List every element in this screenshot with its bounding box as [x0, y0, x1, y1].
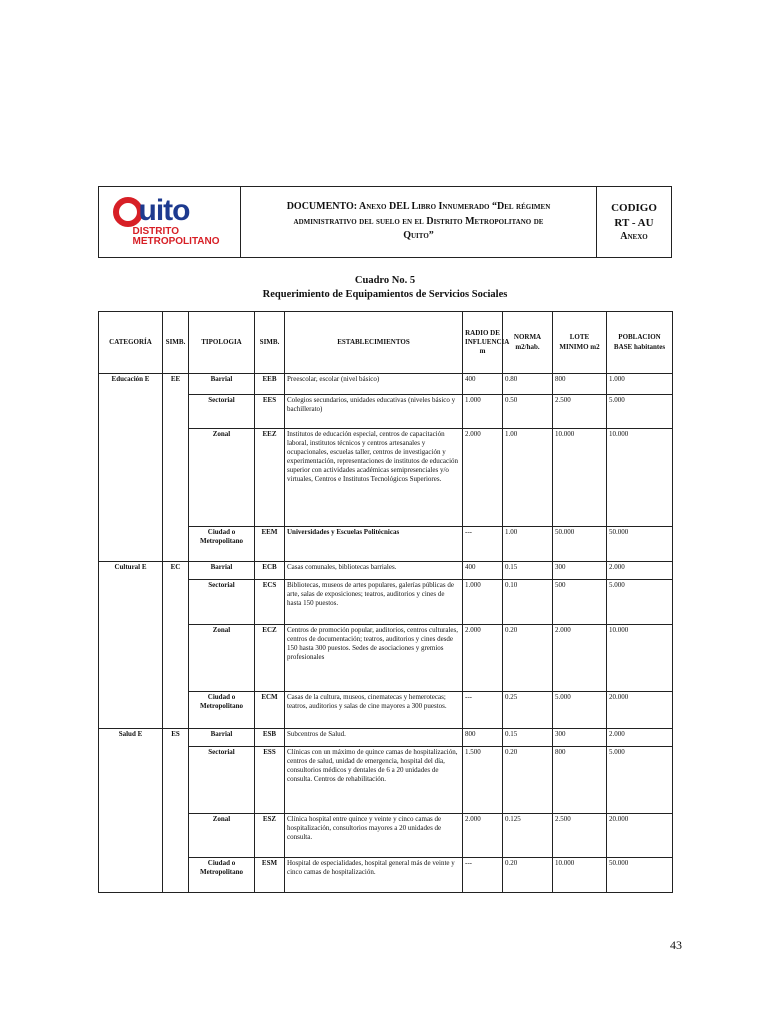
logo-line2: METROPOLITANO [132, 236, 220, 247]
establecimientos-cell: Preescolar, escolar (nivel básico) [285, 374, 463, 395]
lote-cell: 2.000 [553, 625, 607, 692]
category-symbol-cell: EC [163, 562, 189, 729]
radio-cell: 800 [463, 729, 503, 747]
tipologia-cell: Zonal [189, 625, 255, 692]
radio-cell: 400 [463, 374, 503, 395]
category-symbol-cell: ES [163, 729, 189, 893]
radio-cell: 2.000 [463, 625, 503, 692]
tipologia-cell: Barrial [189, 562, 255, 580]
tipologia-cell: Barrial [189, 374, 255, 395]
table-row [99, 562, 673, 580]
tipologia-cell: Zonal [189, 814, 255, 858]
poblacion-cell: 5.000 [607, 395, 673, 429]
category-cell: Salud E [99, 729, 163, 893]
lote-cell: 10.000 [553, 429, 607, 527]
symbol-cell: ECZ [255, 625, 285, 692]
header-radio: RADIO DE INFLUENCIA m [463, 312, 503, 374]
radio-cell: 1.500 [463, 747, 503, 814]
establecimientos-cell: Centros de promoción popular, auditorios, centros culturales, centros de documentación; teatros, auditorios y cines desde 150 hasta 300 puestos. Sedes de asociaciones y gremios profesionales [285, 625, 463, 692]
document-header [98, 186, 672, 258]
poblacion-cell: 1.000 [607, 374, 673, 395]
tipologia-cell: Ciudad o Metropolitano [189, 527, 255, 562]
doc-title-line3: Quito” [403, 230, 434, 242]
symbol-cell: ECS [255, 580, 285, 625]
tipologia-cell: Zonal [189, 429, 255, 527]
tipologia-cell: Barrial [189, 729, 255, 747]
header-norma: NORMA m2/hab. [503, 312, 553, 374]
header-lote: LOTE MINIMO m2 [553, 312, 607, 374]
lote-cell: 2.500 [553, 814, 607, 858]
category-cell: Cultural E [99, 562, 163, 729]
poblacion-cell: 20.000 [607, 692, 673, 729]
code-cell [597, 187, 671, 257]
symbol-cell: ECB [255, 562, 285, 580]
category-symbol-cell: EE [163, 374, 189, 562]
poblacion-cell: 5.000 [607, 580, 673, 625]
code-anexo: Anexo [620, 230, 648, 242]
establecimientos-cell: Institutos de educación especial, centros de capacitación laboral, institutos técnicos y centros artesanales y ocupacionales, escuelas taller, centros de investigación y experimentación, representaciones de institutos de educación superior con actividades académicas semipresenciales y/o virtuales, Centros e Institutos Tecnológicos Superiores. [285, 429, 463, 527]
header-simb2: SIMB. [255, 312, 285, 374]
page-number: 43 [670, 938, 682, 952]
equipment-table [98, 311, 673, 893]
code-label: CODIGO [611, 202, 657, 215]
norma-cell: 1.00 [503, 429, 553, 527]
establecimientos-cell: Clínica hospital entre quince y veinte y cinco camas de hospitalización, consultorios mayores a 20 unidades de consulta. [285, 814, 463, 858]
lote-cell: 2.500 [553, 395, 607, 429]
table-caption-title: Requerimiento de Equipamientos de Servicios Sociales [262, 289, 508, 300]
table-header-row [99, 312, 673, 374]
establecimientos-cell: Casas de la cultura, museos, cinematecas y hemerotecas; teatros, auditorios y salas de cine mayores a 300 puestos. [285, 692, 463, 729]
lote-cell: 10.000 [553, 858, 607, 893]
symbol-cell: ESS [255, 747, 285, 814]
tipologia-cell: Ciudad o Metropolitano [189, 692, 255, 729]
norma-cell: 0.15 [503, 729, 553, 747]
doc-title-line2: administrativo del suelo en el Distrito Metropolitano de [293, 215, 544, 227]
radio-cell: --- [463, 527, 503, 562]
establecimientos-cell: Clínicas con un máximo de quince camas de hospitalización, centros de salud, unidad de emergencia, hospital del día, consultorios médicos y dentales de 6 a 20 unidades de consulta. Centros de rehabilitación. [285, 747, 463, 814]
radio-cell: --- [463, 692, 503, 729]
category-cell: Educación E [99, 374, 163, 562]
poblacion-cell: 2.000 [607, 562, 673, 580]
poblacion-cell: 10.000 [607, 429, 673, 527]
radio-cell: 400 [463, 562, 503, 580]
lote-cell: 800 [553, 747, 607, 814]
lote-cell: 5.000 [553, 692, 607, 729]
norma-cell: 0.25 [503, 692, 553, 729]
tipologia-cell: Sectorial [189, 747, 255, 814]
norma-cell: 0.20 [503, 625, 553, 692]
header-categoria: CATEGORÍA [99, 312, 163, 374]
symbol-cell: EEZ [255, 429, 285, 527]
logo-cell [99, 187, 241, 257]
establecimientos-cell: Bibliotecas, museos de artes populares, galerías públicas de arte, salas de exposiciones; teatros, auditorios y cines de hasta 150 puestos. [285, 580, 463, 625]
table-row [99, 729, 673, 747]
document-title-cell [241, 187, 597, 257]
radio-cell: 1.000 [463, 395, 503, 429]
poblacion-cell: 10.000 [607, 625, 673, 692]
poblacion-cell: 50.000 [607, 858, 673, 893]
radio-cell: 2.000 [463, 429, 503, 527]
norma-cell: 1.00 [503, 527, 553, 562]
quito-logo [111, 196, 229, 248]
norma-cell: 0.125 [503, 814, 553, 858]
norma-cell: 0.20 [503, 858, 553, 893]
establecimientos-cell: Colegios secundarios, unidades educativas (niveles básico y bachillerato) [285, 395, 463, 429]
norma-cell: 0.50 [503, 395, 553, 429]
table-caption-number: Cuadro No. 5 [354, 275, 416, 286]
establecimientos-cell: Universidades y Escuelas Politécnicas [285, 527, 463, 562]
tipologia-cell: Ciudad o Metropolitano [189, 858, 255, 893]
lote-cell: 800 [553, 374, 607, 395]
code-value: RT - AU [614, 216, 654, 229]
radio-cell: 2.000 [463, 814, 503, 858]
lote-cell: 500 [553, 580, 607, 625]
radio-cell: 1.000 [463, 580, 503, 625]
poblacion-cell: 5.000 [607, 747, 673, 814]
establecimientos-cell: Hospital de especialidades, hospital general más de veinte y cinco camas de hospitalización. [285, 858, 463, 893]
lote-cell: 300 [553, 562, 607, 580]
lote-cell: 300 [553, 729, 607, 747]
poblacion-cell: 50.000 [607, 527, 673, 562]
symbol-cell: ESZ [255, 814, 285, 858]
table-row [99, 374, 673, 395]
norma-cell: 0.80 [503, 374, 553, 395]
symbol-cell: EES [255, 395, 285, 429]
norma-cell: 0.20 [503, 747, 553, 814]
poblacion-cell: 20.000 [607, 814, 673, 858]
header-simb1: SIMB. [163, 312, 189, 374]
symbol-cell: ECM [255, 692, 285, 729]
poblacion-cell: 2.000 [607, 729, 673, 747]
establecimientos-cell: Subcentros de Salud. [285, 729, 463, 747]
norma-cell: 0.15 [503, 562, 553, 580]
header-establecimientos: ESTABLECIMIENTOS [285, 312, 463, 374]
header-tipologia: TIPOLOGIA [189, 312, 255, 374]
tipologia-cell: Sectorial [189, 580, 255, 625]
logo-line1: DISTRITO [132, 226, 179, 237]
tipologia-cell: Sectorial [189, 395, 255, 429]
norma-cell: 0.10 [503, 580, 553, 625]
radio-cell: --- [463, 858, 503, 893]
symbol-cell: EEM [255, 527, 285, 562]
symbol-cell: ESB [255, 729, 285, 747]
symbol-cell: ESM [255, 858, 285, 893]
symbol-cell: EEB [255, 374, 285, 395]
establecimientos-cell: Casas comunales, bibliotecas barriales. [285, 562, 463, 580]
logo-wordmark: uito [116, 194, 190, 227]
lote-cell: 50.000 [553, 527, 607, 562]
header-poblacion: POBLACION BASE habitantes [607, 312, 673, 374]
doc-title-line1: DOCUMENTO: Anexo DEL Libro Innumerado “Del régimen [286, 201, 551, 213]
